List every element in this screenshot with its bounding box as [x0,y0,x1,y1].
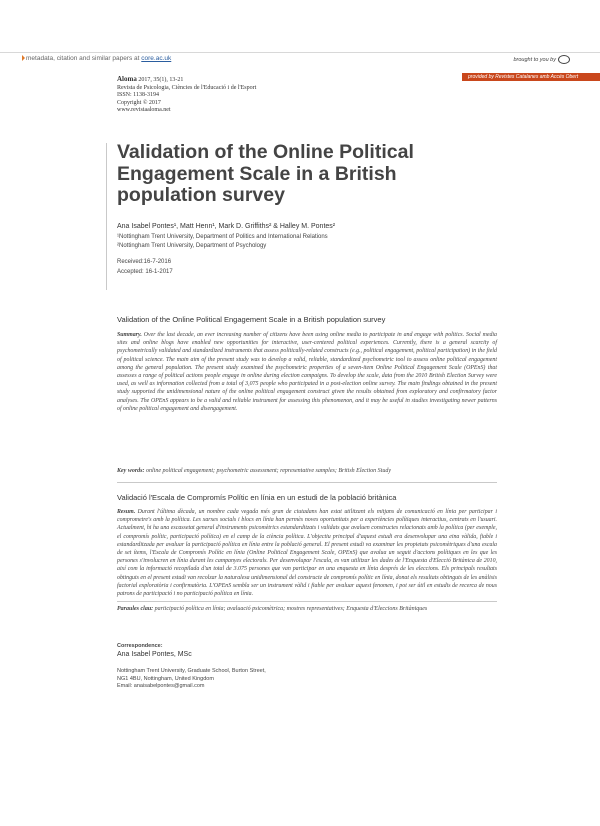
journal-line: ISSN: 1138-3194 [117,92,159,99]
catalan-keywords [117,605,497,613]
journal-line: Copyright © 2017 [117,99,161,106]
address-line: NG1 4BU, Nottingham, United Kingdom [117,675,214,682]
provided-by-badge[interactable]: provided by Revistes Catalanes amb Accés Obert [462,73,600,81]
accepted-date: Accepted: 16-1-2017 [117,268,173,275]
core-arrow-icon [22,55,25,61]
title-rule [106,143,107,290]
journal-header [117,76,256,115]
core-logo-icon [558,55,570,64]
correspondence-name: Ana Isabel Pontes, MSc [117,651,192,658]
catalan-heading: Validació l'Escala de Compromís Polític en línia en un estudi de la població britànica [117,493,397,502]
core-prefix: metadata, citation and similar papers at [26,55,142,62]
english-heading: Validation of the Online Political Engagement Scale in a British population survey [117,315,386,324]
correspondence-label: Correspondence: [117,643,163,649]
address-line: Nottingham Trent University, Graduate School, Burton Street, [117,668,266,674]
section-divider [117,482,497,483]
keywords-text: online political engagement; psychometric assessment; representative samples; British Election Study [144,468,392,474]
affiliation: ²Nottingham Trent University, Department of Psychology [117,242,267,249]
author-list: Ana Isabel Pontes¹, Matt Henn¹, Mark D. Griffiths² & Halley M. Pontes² [117,223,336,230]
catalan-abstract [117,508,497,598]
english-keywords [117,467,497,475]
journal-line: www.revistaaloma.net [117,107,171,114]
journal-line: Revista de Psicologia, Ciències de l'Educació i de l'Esport [117,84,257,91]
paraules-text: participació política en línia; avaluació psicomètrica; mostres representatives; Enquesta d'Eleccions Britàniques [153,606,428,612]
summary-text: Over the last decade, an ever increasing number of citizens have been using online media to participate in and engage with politics. Social media sites and online blogs have enabled new opportunities for interactive, user-centered political experiences. Currently, there is a general scarcity of psychometrically validated and standardized instruments that assess politically-related constructs (e.g., political engagement, political participation) in the field of political science. The main aim of the present study was to develop a valid, reliable, standardized psychometric tool to assess online political engagement among the general population. The present study examined the psychometric properties of a seven-item Online Political Engagement Scale (OPEnS) that assesses a range of political actions people engage in online during election campaigns. To develop the scale, data from the 2010 British Election Survey were used, as well as information collected from a total of 3,075 people who participated in a post-election online survey. The main findings obtained in the present study supported the unidimensional nature of the online political engagement construct given the results obtained from exploratory and confirmatory factor analyses. The OPEnS appears to be a valid and reliable instrument for assessing this phenomenon, and it may be useful in studies investigating newer patterns of online political engagement and disengagement. [117,332,497,412]
affiliation: ¹Nottingham Trent University, Department of Politics and International Relations [117,234,328,240]
keywords-label: Key words: [117,468,145,474]
paraules-label: Paraules clau: [117,606,154,612]
email-line[interactable]: Email: anaisabelpontes@gmail.com [117,683,205,690]
section-divider [117,601,497,602]
correspondence-address [117,668,266,691]
journal-name: Aloma [117,75,137,83]
resum-label: Resum. [117,509,136,515]
summary-label: Summary. [117,332,142,338]
article-dates [117,258,173,277]
banner-divider [0,52,600,53]
core-link[interactable]: core.ac.uk [141,55,172,62]
paper-title: Validation of the Online Political Engagement Scale in a British population survey [117,141,414,206]
affiliations [117,233,328,250]
english-abstract [117,331,497,413]
brought-by-text: brought to you by [513,56,556,63]
journal-volume: 2017, 35(1), 13-21 [138,77,184,83]
received-date: Received:16-7-2016 [117,259,172,265]
core-banner-text [26,55,171,62]
brought-by[interactable] [513,55,570,64]
resum-text: Durant l'última dècada, un nombre cada vegada més gran de ciutadans han estat utilitzant els mitjans de comunicació en línia per participar i comprometre's amb la política. Les xarxes socials i blocs en línia han permès noves oportunitats per a experiències polítiques interactius, centrats en l'usuari. Actualment, hi ha una escassetat general d'instruments psicomètrics estandarditzats i validats que avaluen constructes relacionats amb la política (per exemple, el compromís polític, participació política) en el camp de la ciència política. L'objectiu principal d'aquest estudi era desenvolupar una eina vàlida, fiable i estandarditzada per avaluar la participació política en línia entre la població general. El present estudi va examinar les propietats psicomètriques d'una escala de set ítems, l'Escala de Compromís Polític en línia (Online Political Engagement Scale, OPEnS) que avalua un seguit d'accions polítiques en les que les persones s'involucren en línia durant les campanyes electorals. Per desenvolupar l'escala, es van utilitzar les dades de l'Enquesta d'Elecció Britànica de 2010, així com la informació recopilada d'un total de 3.075 persones que van participar en una enquesta en línia després de les eleccions. Els principals resultats obtinguts en el present estudi van recolzar la naturalesa unidimensional del constructe de compromís polític en línia, donat els resultats obtinguts de les anàlisis factorial exploratòria i confirmatòria. L'OPEnS sembla ser un instrument vàlid i fiable per avaluar aquest fenomen, i pot ser útil en estudis de recerca de nous patrons de participació i no participació política en línia. [117,509,497,598]
